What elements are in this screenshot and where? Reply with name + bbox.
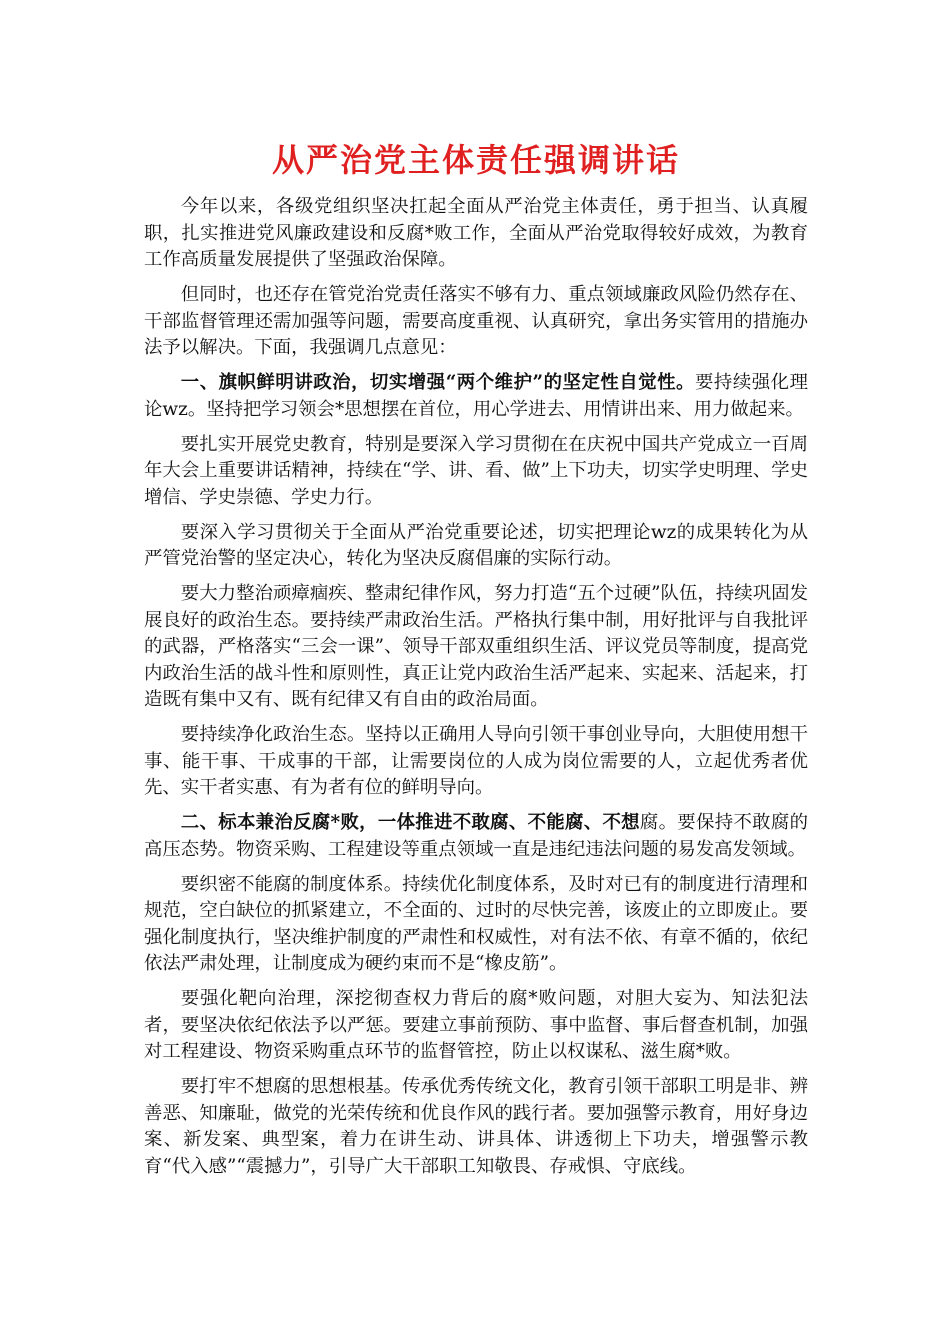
paragraph <box>144 432 808 512</box>
document-title: 从严治党主体责任强调讲话 <box>271 141 680 179</box>
paragraph <box>144 722 808 802</box>
paragraph-text: 要织密不能腐的制度体系。持续优化制度体系，及时对已有的制度进行清理和规范，空白缺位的抓紧建立，不全面的、过时的尽快完善，该废止的立即废止。要强化制度执行，坚决维护制度的严肃性和权威性，对有法不依、有章不循的，依纪依法严肃处理，让制度成为硬约束而不是“橡皮筋”。 <box>144 873 808 974</box>
document-page <box>144 140 808 1189</box>
paragraph <box>144 1074 808 1180</box>
paragraph <box>144 872 808 978</box>
paragraph-text: 要强化靶向治理，深挖彻查权力背后的腐*败问题，对胆大妄为、知法犯法者，要坚决依纪依法予以严惩。要建立事前预防、事中监督、事后督查机制，加强对工程建设、物资采购重点环节的监督管控，防止以权谋私、滋生腐*败。 <box>144 988 808 1062</box>
section-heading-1: 一、旗帜鲜明讲政治，切实增强“两个维护”的坚定性自觉性。 <box>180 372 695 393</box>
paragraph <box>144 370 808 423</box>
section-heading-2: 二、标本兼治反腐*败，一体推进不敢腐、不能腐、不想 <box>180 812 640 833</box>
paragraph-text: 要大力整治顽瘴痼疾、整肃纪律作风，努力打造“五个过硬”队伍，持续巩固发展良好的政治生态。要持续严肃政治生活。严格执行集中制，用好批评与自我批评的武器，严格落实“三会一课”、领导干部双重组织生活、评议党员等制度，提高党内政治生活的战斗性和原则性，真正让党内政治生活严起来、实起来、活起来，打造既有集中又有、既有纪律又有自由的政治局面。 <box>144 583 808 710</box>
paragraph <box>144 520 808 573</box>
paragraph <box>144 810 808 863</box>
paragraph-text: 要打牢不想腐的思想根基。传承优秀传统文化，教育引领干部职工明是非、辨善恶、知廉耻，做党的光荣传统和优良作风的践行者。要加强警示教育，用好身边案、新发案、典型案，着力在讲生动、讲具体、讲透彻上下功夫，增强警示教育“代入感”“震撼力”，引导广大干部职工知敬畏、存戒惧、守底线。 <box>144 1076 808 1177</box>
paragraph <box>144 194 808 274</box>
paragraph <box>144 986 808 1066</box>
paragraph-text: 要持续强化理论wz。坚持把学习领会*思想摆在首位，用心学进去、用情讲出来、用力做起来。 <box>144 372 808 420</box>
paragraph-text: 要持续净化政治生态。坚持以正确用人导向引领干事创业导向，大胆使用想干事、能干事、干成事的干部，让需要岗位的人成为岗位需要的人，立起优秀者优先、实干者实惠、有为者有位的鲜明导向。 <box>144 724 808 798</box>
paragraph <box>144 282 808 362</box>
paragraph-text: 但同时，也还存在管党治党责任落实不够有力、重点领域廉政风险仍然存在、干部监督管理还需加强等问题，需要高度重视、认真研究，拿出务实管用的措施办法予以解决。下面，我强调几点意见： <box>144 284 808 358</box>
paragraph-text: 腐。要保持不敢腐的高压态势。物资采购、工程建设等重点领域一直是违纪违法问题的易发高发领域。 <box>144 812 808 860</box>
paragraph-text: 要扎实开展党史教育，特别是要深入学习贯彻在在庆祝中国共产党成立一百周年大会上重要讲话精神，持续在“学、讲、看、做”上下功夫，切实学史明理、学史增信、学史崇德、学史力行。 <box>144 433 808 508</box>
paragraph-text: 要深入学习贯彻关于全面从严治党重要论述，切实把理论wz的成果转化为从严管党治警的坚定决心，转化为坚决反腐倡廉的实际行动。 <box>144 521 808 569</box>
paragraph <box>144 581 808 714</box>
paragraph-text: 今年以来，各级党组织坚决扛起全面从严治党主体责任，勇于担当、认真履职，扎实推进党风廉政建设和反腐*败工作，全面从严治党取得较好成效，为教育工作高质量发展提供了坚强政治保障。 <box>144 196 808 270</box>
